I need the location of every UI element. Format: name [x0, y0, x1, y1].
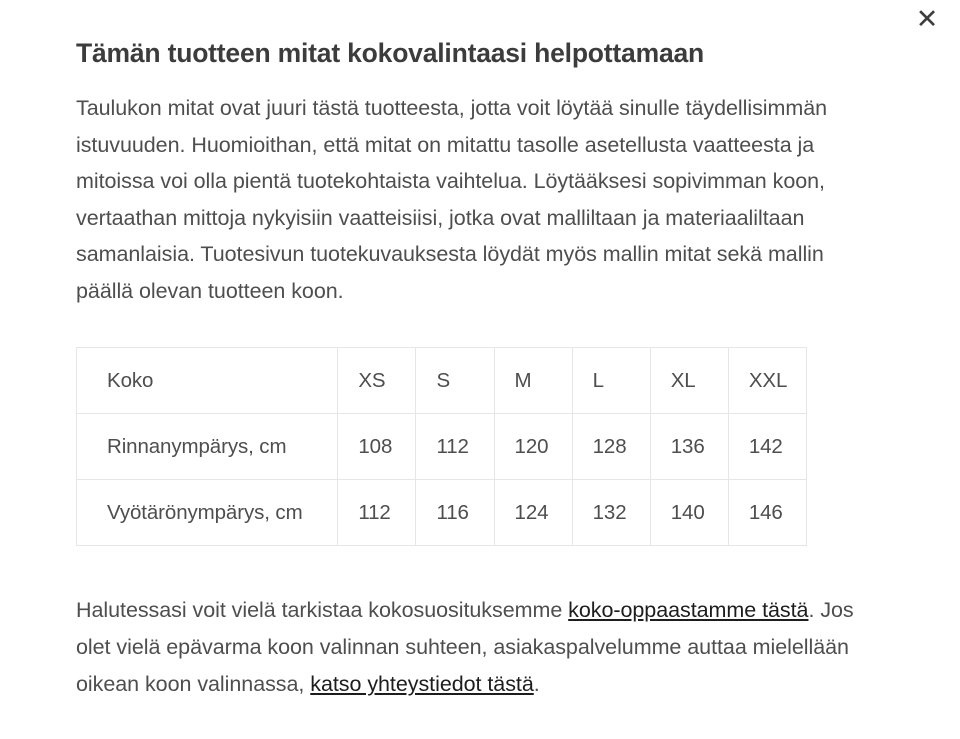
table-row	[77, 414, 807, 480]
close-icon[interactable]: ✕	[910, 2, 944, 36]
intro-paragraph: Taulukon mitat ovat juuri tästä tuotteesta, jotta voit löytää sinulle täydellisimmän istuvuuden. Huomioithan, että mitat on mitattu tasolle asetellusta vaatteesta ja mitoissa voi olla pientä tuotekohtaista vaihtelua. Löytääksesi sopivimman koon, vertaathan mittoja nykyisiin vaatteisiisi, jotka ovat malliltaan ja materiaaliltaan samanlaisia. Tuotesivun tuotekuvauksesta löydät myös mallin mitat sekä mallin päällä olevan tuotteen koon.	[76, 96, 828, 303]
row-label-waist: Vyötärönympärys, cm	[77, 480, 338, 546]
footer-text-part-1: Halutessasi voit vielä tarkistaa kokosuosituksemme	[76, 598, 569, 623]
footer-paragraph	[76, 592, 884, 703]
column-header-l: L	[572, 348, 650, 414]
cell-chest-s: 112	[416, 414, 494, 480]
column-header-xs: XS	[338, 348, 416, 414]
cell-chest-l: 128	[572, 414, 650, 480]
table-row	[77, 480, 807, 546]
column-header-xxl: XXL	[728, 348, 806, 414]
cell-waist-m: 124	[494, 480, 572, 546]
column-header-xl: XL	[650, 348, 728, 414]
cell-waist-s: 116	[416, 480, 494, 546]
table-header-row	[77, 348, 807, 414]
size-table	[76, 347, 807, 546]
page-title: Tämän tuotteen mitat kokovalintaasi helpottamaan	[76, 38, 705, 68]
column-header-measure: Koko	[77, 348, 338, 414]
column-header-m: M	[494, 348, 572, 414]
cell-waist-xxl: 146	[728, 480, 806, 546]
size-guide-link[interactable]: koko-oppaastamme tästä	[568, 598, 809, 623]
cell-waist-xl: 140	[650, 480, 728, 546]
cell-chest-xl: 136	[650, 414, 728, 480]
footer-text-part-2: . Jos olet vielä epävarma koon valinnan suhteen, asiakaspalvelumme auttaa mielellään oikean koon valinnassa,	[76, 598, 854, 697]
column-header-s: S	[416, 348, 494, 414]
contact-info-link[interactable]: katso yhteystiedot tästä	[310, 672, 534, 697]
cell-chest-xxl: 142	[728, 414, 806, 480]
footer-text-part-3: .	[533, 672, 540, 697]
size-table-head	[77, 348, 807, 414]
size-table-container	[76, 347, 884, 546]
cell-waist-l: 132	[572, 480, 650, 546]
cell-chest-m: 120	[494, 414, 572, 480]
cell-chest-xs: 108	[338, 414, 416, 480]
row-label-chest: Rinnanympärys, cm	[77, 414, 338, 480]
size-table-body	[77, 414, 807, 546]
cell-waist-xs: 112	[338, 480, 416, 546]
